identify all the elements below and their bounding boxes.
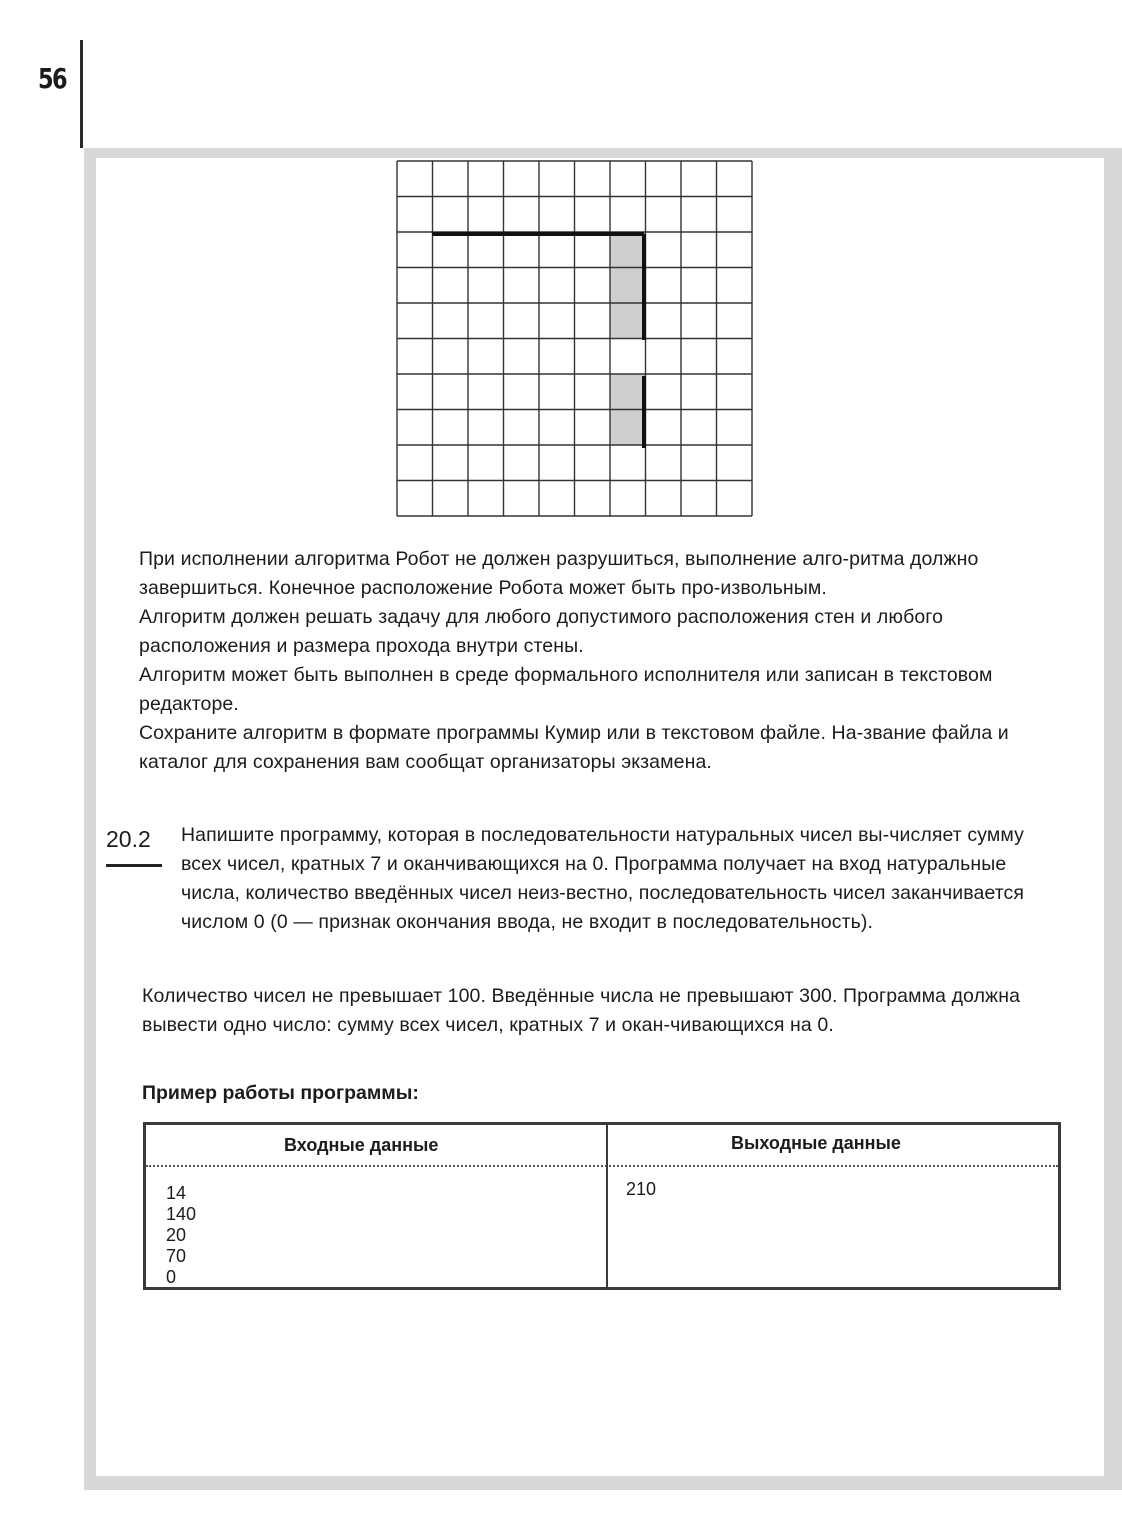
output-header: Выходные данные bbox=[731, 1133, 901, 1153]
shaded-cell bbox=[610, 268, 646, 304]
io-column-separator bbox=[606, 1125, 608, 1287]
input-value: 0 bbox=[166, 1267, 177, 1287]
shaded-cell bbox=[610, 303, 646, 339]
input-value: 70 bbox=[166, 1246, 187, 1266]
task-number: 20.2 bbox=[106, 826, 151, 852]
task-text: Напишите программу, которая в последовательности натуральных чисел вы-числяет сумму всех чисел, кратных 7 и оканчивающихся на 0. Программа получает на вход натуральные числа, количество введённых чисел неиз-вестно, последовательность чисел заканчивается числом 0 (0 — признак окончания ввода, не входит в последовательность). bbox=[181, 824, 1025, 933]
input-header: Входные данные bbox=[284, 1135, 439, 1155]
intro-text bbox=[139, 545, 1049, 777]
input-value: 140 bbox=[166, 1204, 197, 1224]
example-io-table bbox=[143, 1122, 1061, 1290]
output-value: 210 bbox=[626, 1179, 657, 1199]
intro-paragraph-3: Алгоритм может быть выполнен в среде формального исполнителя или записан в текстовом редакторе. bbox=[139, 664, 993, 715]
example-heading: Пример работы программы: bbox=[142, 1082, 419, 1104]
grid-lines bbox=[397, 161, 752, 516]
intro-paragraph-1: При исполнении алгоритма Робот не должен разрушиться, выполнение алго-ритма должно завершиться. Конечное расположение Робота может быть про-извольным. bbox=[139, 548, 979, 599]
page-number: 56 bbox=[38, 62, 66, 95]
io-table-header bbox=[146, 1125, 1058, 1167]
input-values bbox=[166, 1183, 196, 1288]
input-value: 20 bbox=[166, 1225, 187, 1245]
task-constraints: Количество чисел не превышает 100. Введённые числа не превышают 300. Программа должна вывести одно число: сумму всех чисел, кратных 7 и окан-чивающихся на 0. bbox=[142, 985, 1021, 1036]
shaded-cell bbox=[610, 374, 646, 410]
intro-paragraph-4: Сохраните алгоритм в формате программы Кумир или в текстовом файле. На-звание файла и каталог для сохранения вам сообщат организаторы экзамена. bbox=[139, 722, 1009, 773]
shaded-cell bbox=[610, 232, 646, 268]
output-values bbox=[626, 1179, 656, 1200]
intro-paragraph-2: Алгоритм должен решать задачу для любого допустимого расположения стен и любого расположения и размера прохода внутри стены. bbox=[139, 606, 944, 657]
margin-rule bbox=[80, 40, 83, 148]
task-number-underline bbox=[106, 864, 162, 867]
input-value: 14 bbox=[166, 1183, 187, 1203]
shaded-cell bbox=[610, 410, 646, 446]
robot-grid bbox=[396, 160, 756, 522]
